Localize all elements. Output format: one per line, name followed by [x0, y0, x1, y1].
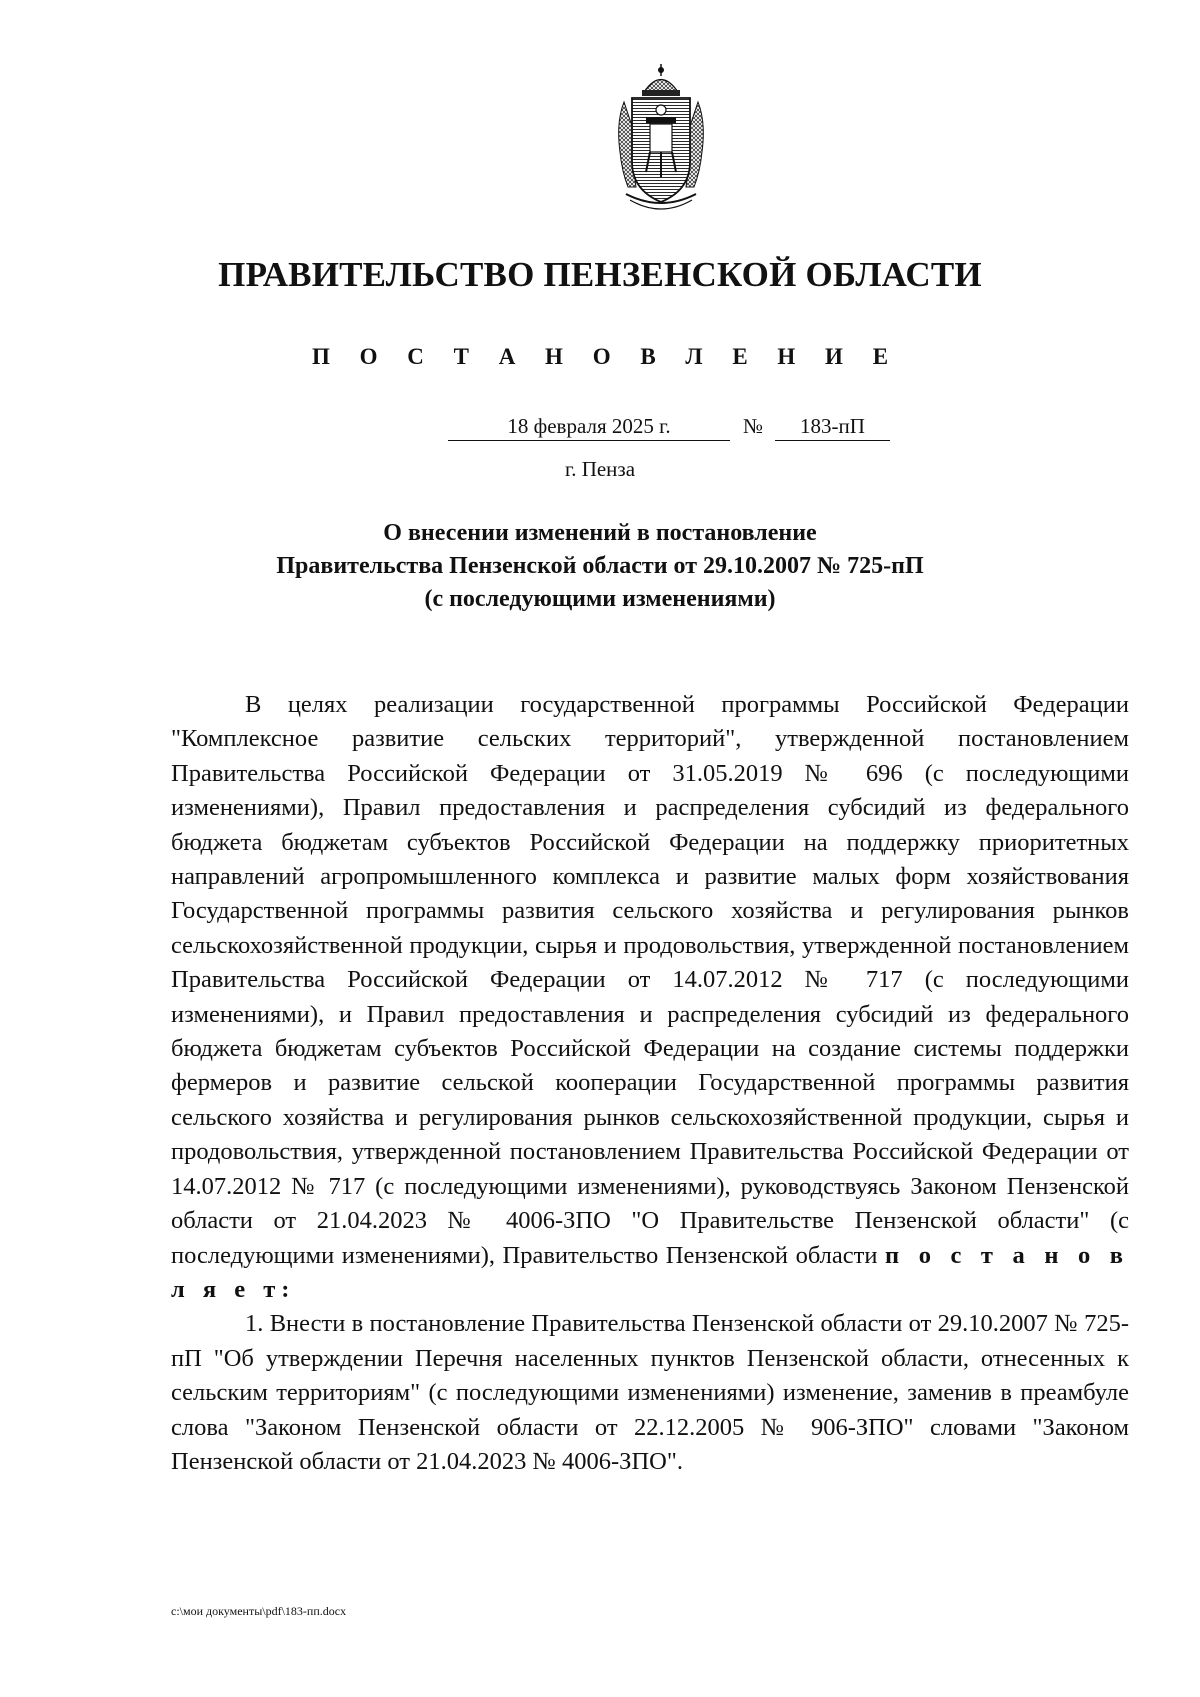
preamble-text: В целях реализации государственной программы Российской Федерации "Комплексное развитие сельских территорий", утвержденной постановлением Правительства Российской Федерации от 31.05.2019 № 696 (с последующими изменениями), Правил предоставления и распределения субсидий из федерального бюджета бюджетам субъектов Российской Федерации на поддержку приоритетных направлений агропромышленного комплекса и развитие малых форм хозяйствования Государственной программы развития сельского хозяйства и регулирования рынков сельскохозяйственной продукции, сырья и продовольствия, утвержденной постановлением Правительства Российской Федерации от 14.07.2012 № 717 (с последующими изменениями), и Правил предоставления и распределения субсидий из федерального бюджета бюджетам субъектов Российской Федерации на создание системы поддержки фермеров и развитие сельской кооперации Государственной программы развития сельского хозяйства и регулирования рынков сельскохозяйственной продукции, сырья и продовольствия, утвержденной постановлением Правительства Российской Федерации от 14.07.2012 № 717 (с последующими изменениями), руководствуясь Законом Пензенской области от 21.04.2023 № 4006-ЗПО "О Правительстве Пензенской области" (с последующими изменениями), Правительство Пензенской области: [171, 691, 1129, 1269]
subject-line-3: (с последующими изменениями): [424, 586, 776, 612]
footer-file-path: c:\мои документы\pdf\183-пп.docx: [171, 1604, 347, 1618]
subject-line-1: О внесении изменений в постановление: [383, 520, 817, 546]
document-subject: [0, 517, 1200, 616]
coat-of-arms-icon: [606, 62, 716, 212]
document-body: [171, 688, 1129, 1479]
document-type: П О С Т А Н О В Л Е Н И Е: [311, 344, 901, 369]
government-title: ПРАВИТЕЛЬСТВО ПЕНЗЕНСКОЙ ОБЛАСТИ: [218, 255, 982, 294]
number-sign: №: [743, 414, 764, 438]
subject-line-2: Правительства Пензенской области от 29.10.2007 № 725-пП: [276, 553, 924, 579]
preamble-paragraph: [171, 688, 1129, 1307]
resolves-word: п о с т а н о в л я е т:: [171, 1241, 1130, 1303]
document-date: 18 февраля 2025 г.: [448, 412, 730, 441]
document-number: 183-пП: [775, 412, 890, 441]
document-city: г. Пенза: [564, 457, 636, 481]
item-1-paragraph: 1. Внести в постановление Правительства Пензенской области от 29.10.2007 № 725-пП "Об утверждении Перечня населенных пунктов Пензенской области, отнесенных к сельским территориям" (с последующими изменениями) изменение, заменив в преамбуле слова "Законом Пензенской области от 22.12.2005 № 906-ЗПО" словами "Законом Пензенской области от 21.04.2023 № 4006-ЗПО".: [171, 1310, 1129, 1475]
